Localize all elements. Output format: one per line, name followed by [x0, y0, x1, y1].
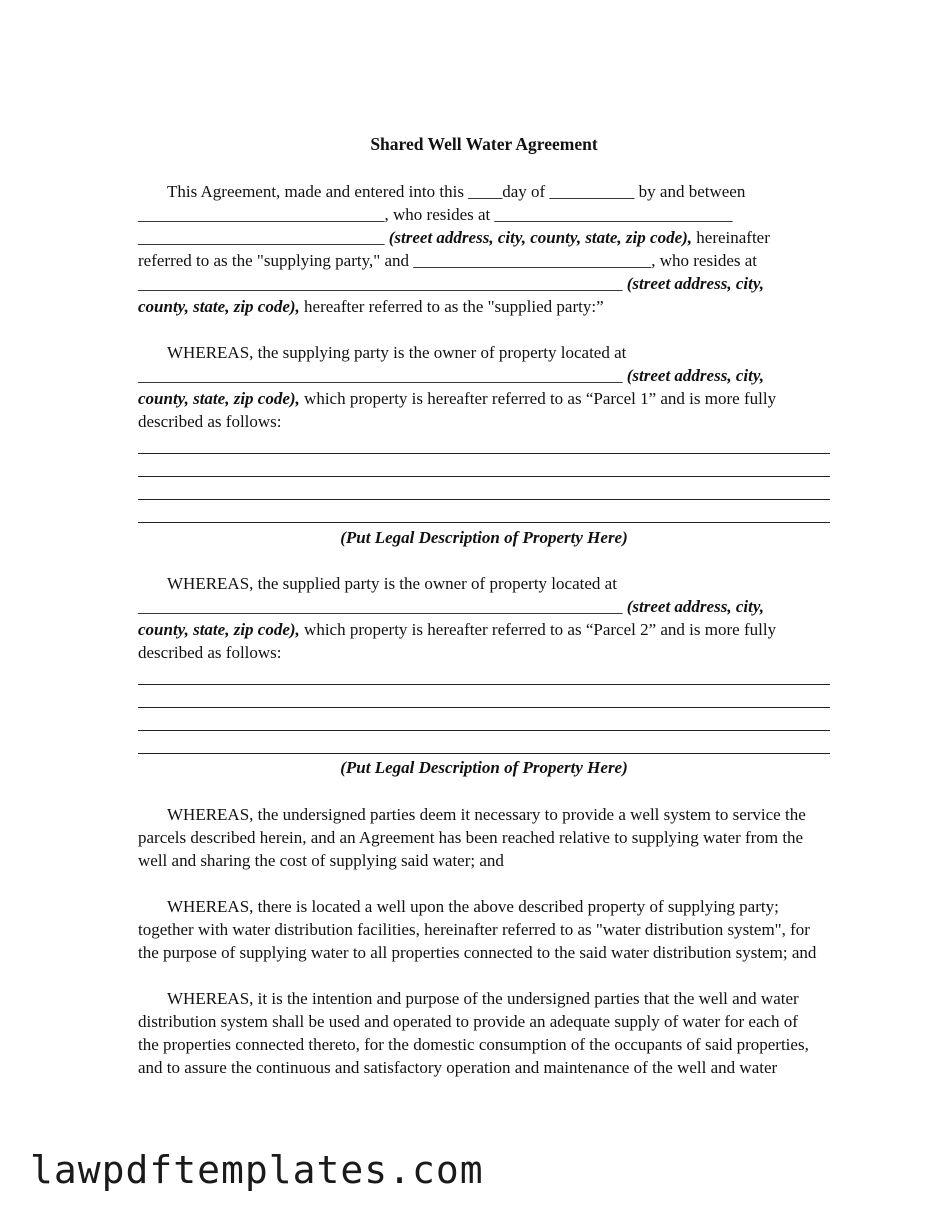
- parcel1-line-2: [138, 364, 830, 387]
- parcel1-line-3: [138, 387, 830, 410]
- document-title: Shared Well Water Agreement: [370, 134, 598, 154]
- legal-description-line: [138, 707, 830, 708]
- whereas-distribution-paragraph: [138, 895, 830, 964]
- address-hint: (street address, city,: [626, 366, 764, 385]
- whereas-intention-paragraph: [138, 987, 830, 1079]
- whereas5-line-1: WHEREAS, it is the intention and purpose of the undersigned parties that the well and water: [167, 989, 799, 1008]
- intro-line-1: This Agreement, made and entered into this ____day of __________ by and between: [167, 182, 746, 201]
- intro-line-3: [138, 226, 830, 249]
- legal-description-line: [138, 684, 830, 685]
- legal-description-line: [138, 730, 830, 731]
- address-blank: _____________________________: [138, 228, 385, 247]
- whereas5-line-2: distribution system shall be used and operated to provide an adequate supply of water for each of: [138, 1012, 798, 1031]
- whereas4-line-2: together with water distribution facilities, hereinafter referred to as "water distribution system", for: [138, 920, 810, 939]
- whereas5-line-3: the properties connected thereto, for the domestic consumption of the occupants of said properties,: [138, 1035, 809, 1054]
- address-blank: _________________________________________________________: [138, 274, 623, 293]
- address-hint: county, state, zip code),: [138, 389, 300, 408]
- whereas3-line-1: WHEREAS, the undersigned parties deem it necessary to provide a well system to service the: [167, 805, 806, 824]
- parcel2-line-1: WHEREAS, the supplied party is the owner of property located at: [167, 574, 617, 593]
- parcel2-line-3-tail: which property is hereafter referred to as “Parcel 2” and is more fully: [304, 620, 777, 639]
- parcel1-paragraph: [138, 341, 830, 433]
- legal-description-line: [138, 476, 830, 477]
- legal-description-line: [138, 753, 830, 754]
- intro-line-2: _____________________________, who resides at ____________________________: [138, 205, 733, 224]
- intro-paragraph: [138, 180, 830, 318]
- address-hint: (street address, city, county, state, zip code),: [388, 228, 693, 247]
- whereas4-line-3: the purpose of supplying water to all properties connected to the said water distribution system; and: [138, 943, 817, 962]
- legal-description-line: [138, 453, 830, 454]
- address-hint: (street address, city,: [626, 274, 764, 293]
- parcel1-legal-caption: (Put Legal Description of Property Here): [340, 528, 628, 547]
- parcel2-legal-caption: (Put Legal Description of Property Here): [340, 758, 628, 777]
- site-watermark: lawpdftemplates.com: [30, 1148, 484, 1192]
- parcel2-line-2: [138, 595, 830, 618]
- address-hint: (street address, city,: [626, 597, 764, 616]
- address-blank: _________________________________________________________: [138, 366, 623, 385]
- intro-line-4: referred to as the "supplying party," and ____________________________, who resides at: [138, 251, 757, 270]
- whereas3-line-2: parcels described herein, and an Agreement has been reached relative to supplying water from the: [138, 828, 804, 847]
- whereas4-line-1: WHEREAS, there is located a well upon the above described property of supplying party;: [167, 897, 779, 916]
- legal-description-line: [138, 522, 830, 523]
- intro-line-6: [138, 295, 830, 318]
- address-hint: county, state, zip code),: [138, 620, 300, 639]
- whereas3-line-3: well and sharing the cost of supplying said water; and: [138, 851, 504, 870]
- parcel1-line-1: WHEREAS, the supplying party is the owner of property located at: [167, 343, 627, 362]
- parcel2-paragraph: [138, 572, 830, 664]
- whereas-well-system-paragraph: [138, 803, 830, 872]
- intro-line-3-tail: hereinafter: [696, 228, 770, 247]
- parcel1-line-3-tail: which property is hereafter referred to as “Parcel 1” and is more fully: [304, 389, 777, 408]
- address-blank: _________________________________________________________: [138, 597, 623, 616]
- whereas5-line-4: and to assure the continuous and satisfactory operation and maintenance of the well and water: [138, 1058, 778, 1077]
- parcel2-line-3: [138, 618, 830, 641]
- intro-line-6-tail: hereafter referred to as the "supplied party:”: [304, 297, 604, 316]
- intro-line-5: [138, 272, 830, 295]
- parcel2-line-4: described as follows:: [138, 643, 282, 662]
- legal-description-line: [138, 499, 830, 500]
- address-hint: county, state, zip code),: [138, 297, 300, 316]
- parcel1-line-4: described as follows:: [138, 412, 282, 431]
